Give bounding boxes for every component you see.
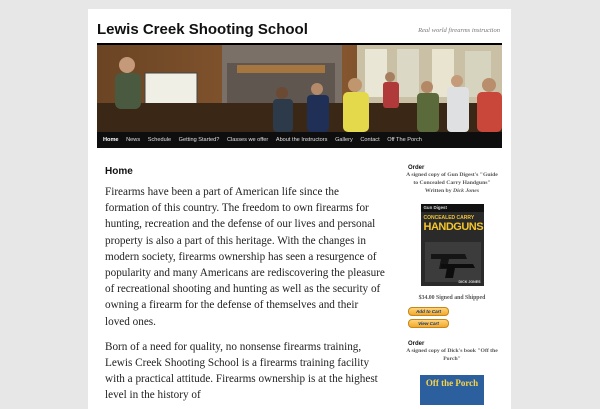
book-title-line2: HANDGUNS: [423, 221, 484, 234]
sidebar: [406, 165, 498, 405]
nav-item-home[interactable]: Home: [103, 137, 119, 143]
nav-item-news[interactable]: News: [126, 137, 141, 143]
second-paragraph: Born of a need for quality, no nonsense firearms training, Lewis Creek Shooting School is a firearms training facility with a practical attitude. Firearms ownership is at the highest level in the history of: [105, 340, 378, 402]
widget-title: Order: [408, 165, 425, 171]
site-title[interactable]: Lewis Creek Shooting School: [97, 21, 308, 38]
nav-item-gallery[interactable]: Gallery: [335, 137, 353, 143]
book2-title: Off the Porch: [425, 377, 479, 388]
order-widget-concealed-carry: [406, 165, 498, 328]
book-author-tag: DICK JONES: [458, 280, 481, 285]
book-cover-concealed-carry[interactable]: [421, 204, 484, 286]
book-brand: Gun Digest: [423, 205, 447, 211]
nav-item-getting-started[interactable]: Getting Started?: [178, 137, 220, 143]
widget-description: A signed copy of Dick's book "Off the Porch": [406, 348, 498, 363]
intro-paragraph: Firearms have been a part of American life since the formation of this country. The freedom to own firearms for hunting, recreation and the defense of our lives and personal property is also a part of this heritage. With the changes in modern society, firearms ownership has seen a resurgence of popularity and many Americans are rediscovering the pleasure of recreational shooting and hunting as well as the security of owning a firearm for the defense of themselves and their loved ones.: [105, 186, 385, 328]
nav-item-about-instructors[interactable]: About the Instructors: [275, 137, 328, 143]
site-tagline: Real world firearms instruction: [418, 27, 500, 34]
view-cart-button[interactable]: View Cart: [408, 319, 449, 328]
main-content: [105, 166, 385, 409]
widget-title: Order: [408, 341, 425, 348]
add-to-cart-button[interactable]: Add to Cart: [408, 307, 449, 316]
author-name: Dick Jones: [452, 187, 480, 194]
book-title-line1: CONCEALED CARRY: [423, 215, 475, 222]
nav-item-off-the-porch[interactable]: Off The Porch: [387, 137, 422, 143]
order-widget-off-the-porch: [406, 341, 498, 405]
price-text: $34.00 Signed and Shipped: [418, 295, 486, 302]
main-navigation: [97, 132, 502, 148]
book-cover-off-the-porch[interactable]: [420, 375, 484, 405]
nav-item-classes[interactable]: Classes we offer: [227, 137, 269, 143]
nav-item-schedule[interactable]: Schedule: [147, 137, 172, 143]
header-image[interactable]: [97, 45, 502, 132]
widget-description-text: A signed copy of Gun Digest's "Guide to Concealed Carry Handguns" Written by: [406, 172, 498, 194]
nav-item-contact[interactable]: Contact: [360, 137, 380, 143]
page-title: Home: [105, 166, 133, 177]
page-container: [88, 9, 511, 409]
widget-description: [406, 172, 498, 195]
